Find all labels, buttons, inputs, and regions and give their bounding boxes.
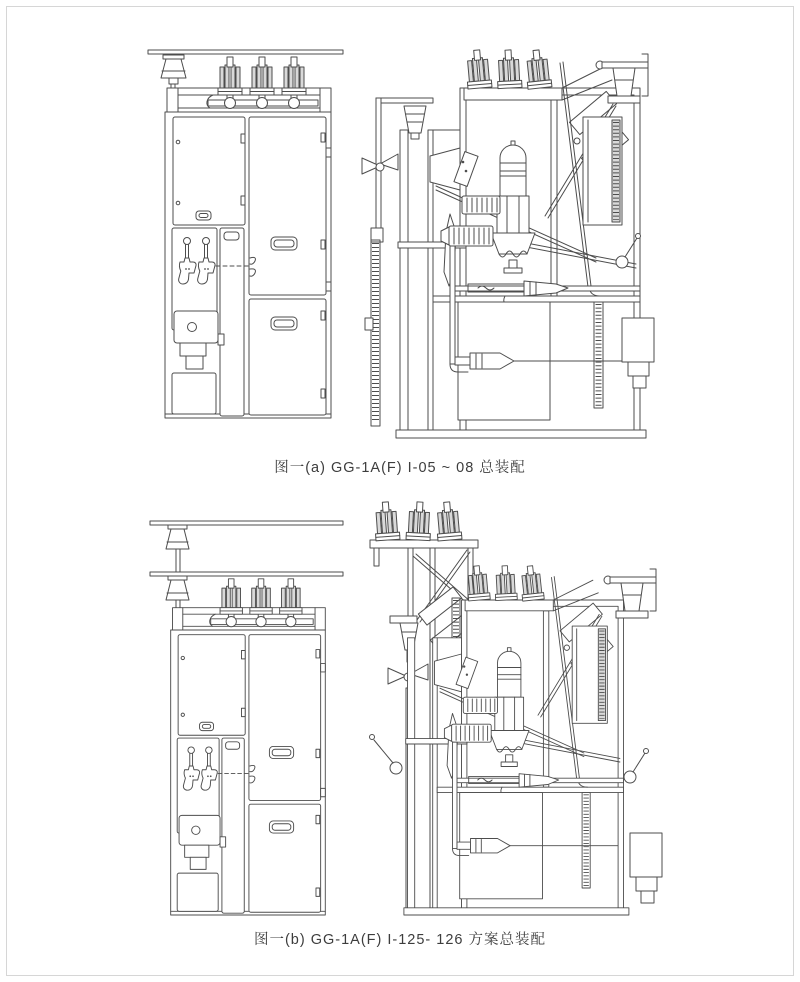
busbar-rail	[150, 521, 343, 525]
busbar-rail	[148, 50, 343, 54]
figure-b-drawing	[150, 501, 662, 915]
left-conduit-assembly	[362, 98, 433, 242]
figure-a-caption: 图一(a) GG-1A(F) I-05 ~ 08 总装配	[274, 460, 526, 476]
side-view-b	[370, 501, 663, 915]
busbar-rail	[150, 572, 343, 576]
double-busbar-rails	[150, 521, 343, 609]
figure-b-caption: 图一(b) GG-1A(F) I-125- 126 方案总装配	[253, 932, 547, 948]
disconnector-blade	[418, 587, 461, 625]
side-view-a	[362, 49, 654, 438]
figure-a-drawing	[148, 49, 654, 438]
side-operating-handle	[370, 735, 403, 775]
front-view-b	[150, 521, 343, 915]
hatched-vent-strip	[365, 240, 380, 426]
front-view-a	[148, 50, 343, 418]
